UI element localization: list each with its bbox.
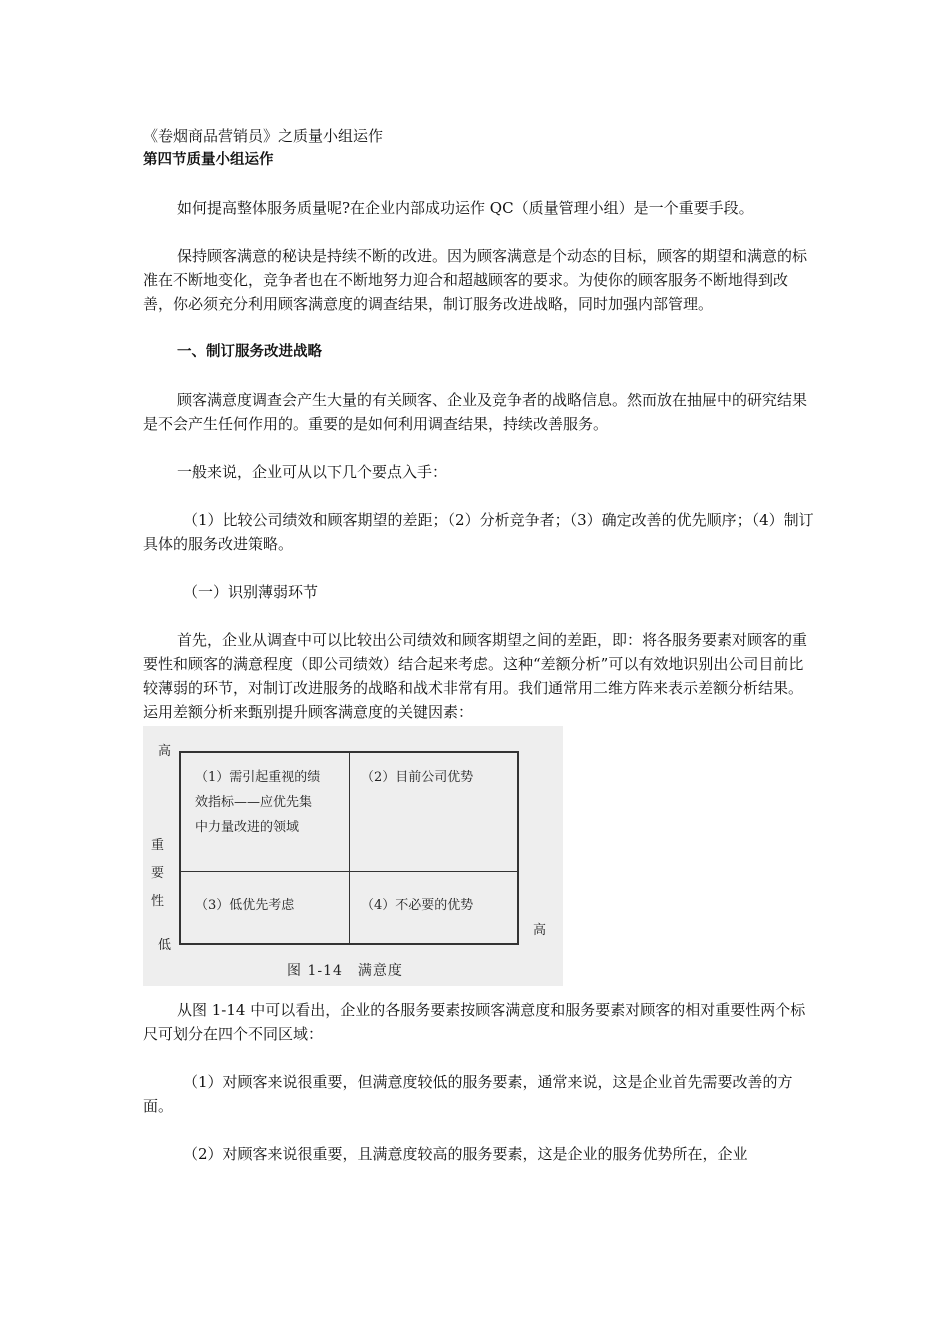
quadrant-3: （3）低优先考虑 — [195, 898, 295, 913]
quadrant-2: （2）目前公司优势 — [361, 770, 474, 785]
paragraph-points-list: （1）比较公司绩效和顾客期望的差距；（2）分析竞争者；（3）确定改善的优先顺序；（4）制订具体的服务改进策略。 — [143, 511, 814, 553]
figure-caption: 图 1-14 满意度 — [287, 963, 403, 979]
paragraph-points-intro: 一般来说，企业可从以下几个要点入手： — [177, 463, 448, 481]
paragraph-intro: 如何提高整体服务质量呢?在企业内部成功运作 QC（质量管理小组）是一个重要手段。 — [177, 199, 754, 217]
quadrant-4: （4）不必要的优势 — [361, 898, 474, 913]
x-axis-high-label: 高 — [533, 923, 547, 938]
quadrant-1-line-2: 效指标——应优先集 — [195, 795, 313, 810]
quadrant-matrix — [179, 751, 519, 945]
figure-importance-satisfaction-matrix — [143, 726, 563, 986]
paragraph-survey: 顾客满意度调查会产生大量的有关顾客、企业及竞争者的战略信息。然而放在抽屉中的研究结果是不会产生任何作用的。重要的是如何利用调查结果，持续改善服务。 — [143, 391, 808, 433]
subheading-weak-links: （一）识别薄弱环节 — [183, 583, 319, 601]
y-axis-low-label: 低 — [158, 938, 172, 953]
paragraph-item-1: （1）对顾客来说很重要，但满意度较低的服务要素，通常来说，这是企业首先需要改善的方面。 — [143, 1073, 793, 1115]
section-heading: 第四节质量小组运作 — [143, 152, 274, 168]
quadrant-1 — [195, 765, 320, 840]
document-page — [143, 124, 815, 1166]
document-title: 《卷烟商品营销员》之质量小组运作 — [143, 127, 384, 145]
quadrant-1-line-1: （1）需引起重视的绩 — [195, 770, 321, 785]
y-axis-label-char-1: 重 — [151, 838, 165, 853]
paragraph-satisfaction: 保持顾客满意的秘诀是持续不断的改进。因为顾客满意是个动态的目标，顾客的期望和满意的标准在不断地变化，竞争者也在不断地努力迎合和超越顾客的要求。为使你的顾客服务不断地得到改善，你必须充分利用顾客满意度的调查结果，制订服务改进战略，同时加强内部管理。 — [143, 247, 808, 313]
matrix-vertical-divider — [349, 753, 350, 943]
y-axis-label-char-3: 性 — [151, 894, 165, 909]
y-axis-high-label: 高 — [158, 744, 172, 759]
paragraph-gap-analysis: 首先，企业从调查中可以比较出公司绩效和顾客期望之间的差距，即：将各服务要素对顾客的重要性和顾客的满意程度（即公司绩效）结合起来考虑。这种“差额分析”可以有效地识别出公司目前比较薄弱的环节，对制订改进服务的战略和战术非常有用。我们通常用二维方阵来表示差额分析结果。运用差额分析来甄别提升顾客满意度的关键因素： — [143, 631, 808, 721]
matrix-horizontal-divider — [181, 871, 517, 872]
subheading-strategy: 一、制订服务改进战略 — [177, 344, 322, 360]
quadrant-1-line-3: 中力量改进的领域 — [195, 820, 300, 835]
paragraph-item-2: （2）对顾客来说很重要，且满意度较高的服务要素，这是企业的服务优势所在，企业 — [183, 1145, 748, 1163]
paragraph-figure-explanation: 从图 1-14 中可以看出，企业的各服务要素按顾客满意度和服务要素对顾客的相对重要性两个标尺可划分在四个不同区域： — [143, 1001, 806, 1043]
y-axis-label-char-2: 要 — [151, 866, 165, 881]
